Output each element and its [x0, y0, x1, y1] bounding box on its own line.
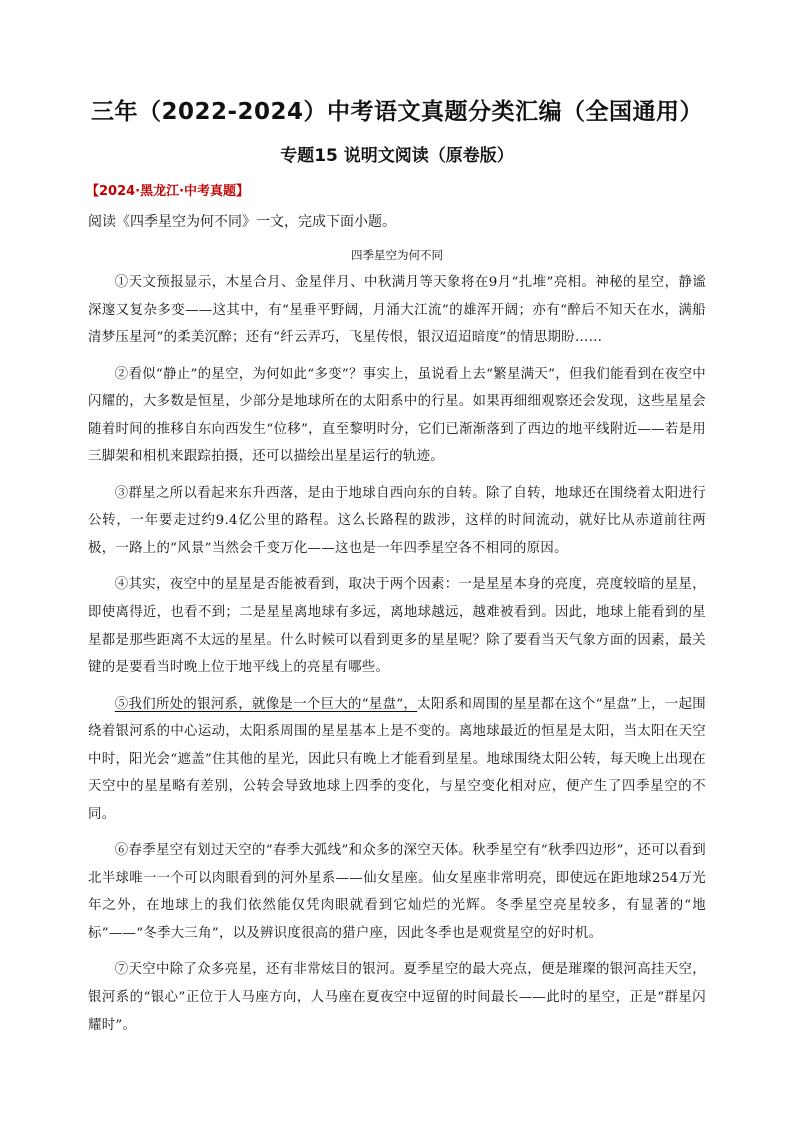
article-body [88, 269, 706, 1048]
paragraph-3 [88, 480, 706, 563]
article-title: 四季星空为何不同 [351, 248, 443, 262]
paragraph-2-text: ②看似“静止”的星空，为何如此“多变”？事实上，虽说看上去“繁星满天”，但我们能看到在夜空中闪耀的，大多数是恒星，少部分是地球所在的太阳系中的行星。如果再细细观察还会发现，这些星星会随着时间的推移自东向西发生“位移”，直至黎明时分，它们已渐渐落到了西边的地平线附近——若是用三脚架和相机来跟踪拍摄，还可以描绘出星星运行的轨迹。 [88, 366, 706, 465]
document-main-title: 三年（2022-2024）中考语文真题分类汇编（全国通用） [90, 99, 704, 125]
paragraph-4-text: ④其实，夜空中的星星是否能被看到，取决于两个因素：一是星星本身的亮度，亮度较暗的星星，即使离得近，也看不到；二是星星离地球有多远，离地球越远，越难被看到。因此，地球上能看到的星星都是那些距离不太远的星星。什么时候可以看到更多的星星呢？除了要看当天气象方面的因素，最关键的是要看当时晚上位于地平线上的亮星有哪些。 [88, 577, 706, 676]
reading-instruction: 阅读《四季星空为何不同》一文，完成下面小题。 [88, 214, 396, 230]
paragraph-6 [88, 837, 706, 947]
paragraph-7 [88, 956, 706, 1039]
paragraph-5-text: 太阳系和周围的星星都在这个“星盘”上，一起围绕着银河系的中心运动，太阳系周围的星星基本上是不变的。离地球最近的恒星是太阳，当太阳在天空中时，阳光会“遮盖”住其他的星光，因此只有晚上才能看到星星。地球围绕太阳公转，每天晚上出现在天空中的星星略有差别，公转会导致地球上四季的变化，与星空变化相对应，便产生了四季星空的不同。 [88, 696, 707, 822]
paragraph-4 [88, 571, 706, 681]
paragraph-5-underlined-sentence: ⑤我们所处的银河系，就像是一个巨大的“星盘”， [114, 696, 418, 712]
source-tag: 【2024·黑龙江·中考真题】 [86, 184, 250, 199]
paragraph-7-text: ⑦天空中除了众多亮星，还有非常炫目的银河。夏季星空的最大亮点，便是璀璨的银河高挂天空，银河系的“银心”正位于人马座方向，人马座在夏夜空中逗留的时间最长——此时的星空，正是“群星闪耀时”。 [88, 962, 706, 1033]
paragraph-5 [88, 691, 706, 829]
paragraph-6-text: ⑥春季星空有划过天空的“春季大弧线”和众多的深空天体。秋季星空有“秋季四边形”，还可以看到北半球唯一一个可以肉眼看到的河外星系——仙女星座。仙女星座非常明亮，即使远在距地球254万光年之外，在地球上的我们依然能仅凭肉眼就看到它灿烂的光辉。冬季星空亮星较多，有显著的“地标”——“冬季大三角”，以及辨识度很高的猎户座，因此冬季也是观赏星空的好时机。 [88, 843, 706, 942]
document-sub-title: 专题15 说明文阅读（原卷版） [280, 146, 514, 166]
paragraph-2 [88, 361, 706, 471]
paragraph-3-text: ③群星之所以看起来东升西落，是由于地球自西向东的自转。除了自转，地球还在围绕着太阳进行公转，一年要走过约9.4亿公里的路程。这么长路程的跋涉，这样的时间流动，就好比从赤道前往两极，一路上的“风景”当然会千变万化——这也是一年四季星空各不相同的原因。 [88, 485, 706, 556]
paragraph-1 [88, 269, 706, 352]
paragraph-1-text: ①天文预报显示，木星合月、金星伴月、中秋满月等天象将在9月“扎堆”亮相。神秘的星空，静谧深邃又复杂多变——这其中，有“星垂平野阔，月涌大江流”的雄浑开阔；亦有“醉后不知天在水，满船清梦压星河”的柔美沉醉；还有“纤云弄巧，飞星传恨，银汉迢迢暗度”的情思期盼…… [88, 275, 706, 346]
